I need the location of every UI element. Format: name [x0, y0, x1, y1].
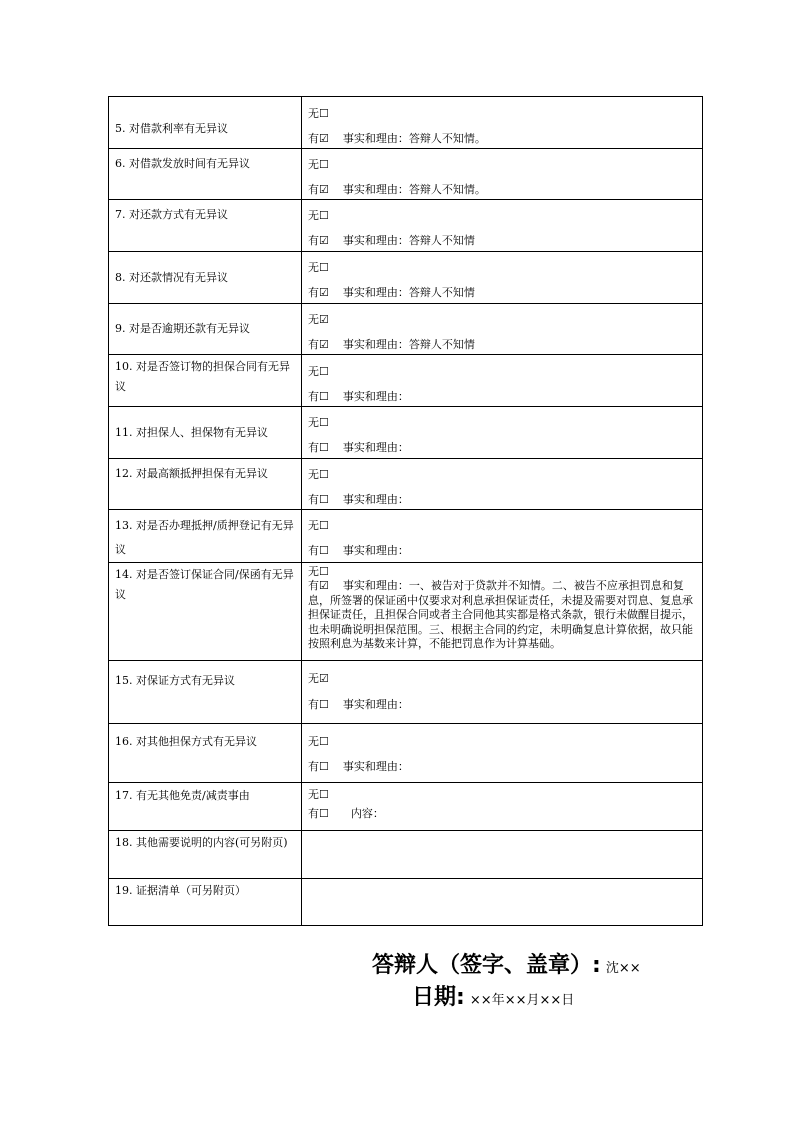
has-objection-checkbox[interactable]: 有☐ [308, 544, 329, 557]
reason-text: 事实和理由：答辩人不知情 [342, 234, 475, 247]
reason-text: 事实和理由：答辩人不知情。 [342, 132, 486, 145]
content-text: 内容： [350, 807, 384, 820]
no-objection-checkbox[interactable]: 无☐ [308, 416, 329, 429]
answer-cell [302, 149, 703, 200]
answer-cell [302, 97, 703, 149]
question-label: 8. 对还款情况有无异议 [115, 270, 228, 284]
question-label: 10. 对是否签订物的担保合同有无异议 [115, 360, 290, 393]
signature-line [372, 948, 641, 979]
reason-text: 事实和理由：一、被告对于贷款并不知情。二、被告不应承担罚息和复息，所签署的保证函中仅要求对利息承担保证责任，未提及需要对罚息、复息承担保证责任，且担保合同或者主合同他其实都是格式条款，银行未做醒目提示，也未明确说明担保范围。三、根据主合同的约定，未明确复息计算依据，故只能按照利息为基数来计算，不能把罚息作为计算基础。 [308, 579, 693, 650]
question-label: 9. 对是否逾期还款有无异议 [115, 322, 250, 335]
question-cell [109, 407, 302, 459]
question-cell [109, 304, 302, 355]
response-form-table [108, 96, 703, 926]
question-cell [109, 563, 302, 661]
table-row [109, 879, 703, 926]
answer-cell [302, 563, 703, 661]
has-objection-checkbox[interactable]: 有☑ [308, 234, 329, 247]
has-objection-checkbox[interactable]: 有☐ [308, 760, 329, 773]
no-objection-checkbox[interactable]: 无☐ [308, 468, 329, 481]
reason-text: 事实和理由： [342, 390, 409, 403]
question-label: 13. 对是否办理抵押/质押登记有无异议 [115, 519, 294, 556]
has-objection-checkbox[interactable]: 有☐ [308, 441, 329, 454]
answer-cell [302, 355, 703, 407]
no-objection-checkbox[interactable]: 无☐ [308, 261, 329, 274]
question-cell [109, 355, 302, 407]
question-cell [109, 97, 302, 149]
reason-text: 事实和理由：答辩人不知情。 [342, 183, 486, 196]
reason-text: 事实和理由： [342, 760, 409, 773]
no-objection-checkbox[interactable]: 无☐ [308, 519, 329, 532]
question-label: 15. 对保证方式有无异议 [115, 674, 235, 687]
answer-cell [302, 200, 703, 252]
reason-text: 事实和理由： [342, 493, 409, 506]
question-label: 16. 对其他担保方式有无异议 [115, 735, 257, 748]
reason-text: 事实和理由：答辩人不知情 [342, 286, 475, 299]
has-objection-checkbox[interactable]: 有☐ [308, 493, 329, 506]
has-objection-checkbox[interactable]: 有☑ [308, 286, 329, 299]
other-content-cell[interactable] [302, 831, 703, 879]
evidence-list-cell[interactable] [302, 879, 703, 926]
answer-cell [302, 783, 703, 831]
question-cell [109, 661, 302, 724]
question-cell [109, 459, 302, 510]
question-label: 11. 对担保人、担保物有无异议 [115, 425, 268, 439]
date-label: 日期: [412, 985, 465, 1010]
answer-cell [302, 252, 703, 304]
answer-cell [302, 661, 703, 724]
no-objection-checkbox[interactable]: 无☑ [308, 672, 329, 685]
question-cell [109, 831, 302, 879]
answer-cell [302, 510, 703, 563]
has-objection-checkbox[interactable]: 有☐ [308, 698, 329, 711]
question-cell [109, 149, 302, 200]
reason-text: 事实和理由：答辩人不知情 [342, 338, 475, 351]
table-row [109, 304, 703, 355]
question-label: 19. 证据清单（可另附页） [115, 884, 246, 897]
no-objection-checkbox[interactable]: 无☐ [308, 565, 329, 578]
table-row [109, 459, 703, 510]
signature-label: 答辩人（签字、盖章）: [372, 953, 601, 978]
date-value: ××年××月××日 [469, 993, 575, 1008]
date-line [412, 980, 574, 1011]
question-label: 17. 有无其他免责/减责事由 [115, 789, 250, 802]
table-row [109, 252, 703, 304]
question-label: 5. 对借款利率有无异议 [115, 122, 228, 135]
question-label: 6. 对借款发放时间有无异议 [115, 157, 250, 170]
no-objection-checkbox[interactable]: 无☐ [308, 735, 329, 748]
has-objection-checkbox[interactable]: 有☑ [308, 579, 329, 592]
table-row [109, 661, 703, 724]
table-row [109, 97, 703, 149]
question-label: 18. 其他需要说明的内容(可另附页) [115, 836, 288, 849]
question-cell [109, 783, 302, 831]
has-objection-checkbox[interactable]: 有☑ [308, 338, 329, 351]
table-row [109, 724, 703, 783]
reason-text: 事实和理由： [342, 698, 409, 711]
table-row [109, 510, 703, 563]
reason-text: 事实和理由： [342, 441, 409, 454]
no-objection-checkbox[interactable]: 无☐ [308, 158, 329, 171]
table-row [109, 149, 703, 200]
question-label: 14. 对是否签订保证合同/保函有无异议 [115, 568, 294, 601]
has-objection-checkbox[interactable]: 有☑ [308, 132, 329, 145]
no-objection-checkbox[interactable]: 无☐ [308, 107, 329, 120]
answer-cell [302, 459, 703, 510]
question-cell [109, 200, 302, 252]
table-row [109, 407, 703, 459]
table-row [109, 563, 703, 661]
question-cell [109, 879, 302, 926]
table-row [109, 355, 703, 407]
table-row [109, 783, 703, 831]
has-objection-checkbox[interactable]: 有☑ [308, 183, 329, 196]
has-objection-checkbox[interactable]: 有☐ [308, 390, 329, 403]
table-row [109, 200, 703, 252]
question-cell [109, 510, 302, 563]
answer-cell [302, 407, 703, 459]
answer-cell [302, 724, 703, 783]
question-cell [109, 252, 302, 304]
no-objection-checkbox[interactable]: 无☐ [308, 788, 329, 801]
question-cell [109, 724, 302, 783]
question-label: 7. 对还款方式有无异议 [115, 208, 228, 221]
signature-value: 沈×× [605, 961, 641, 976]
has-objection-checkbox[interactable]: 有☐ [308, 807, 329, 820]
table-row [109, 831, 703, 879]
answer-cell [302, 304, 703, 355]
reason-text: 事实和理由： [342, 544, 409, 557]
no-objection-checkbox[interactable]: 无☑ [308, 313, 329, 326]
question-label: 12. 对最高额抵押担保有无异议 [115, 467, 268, 480]
no-objection-checkbox[interactable]: 无☐ [308, 365, 329, 378]
no-objection-checkbox[interactable]: 无☐ [308, 209, 329, 222]
